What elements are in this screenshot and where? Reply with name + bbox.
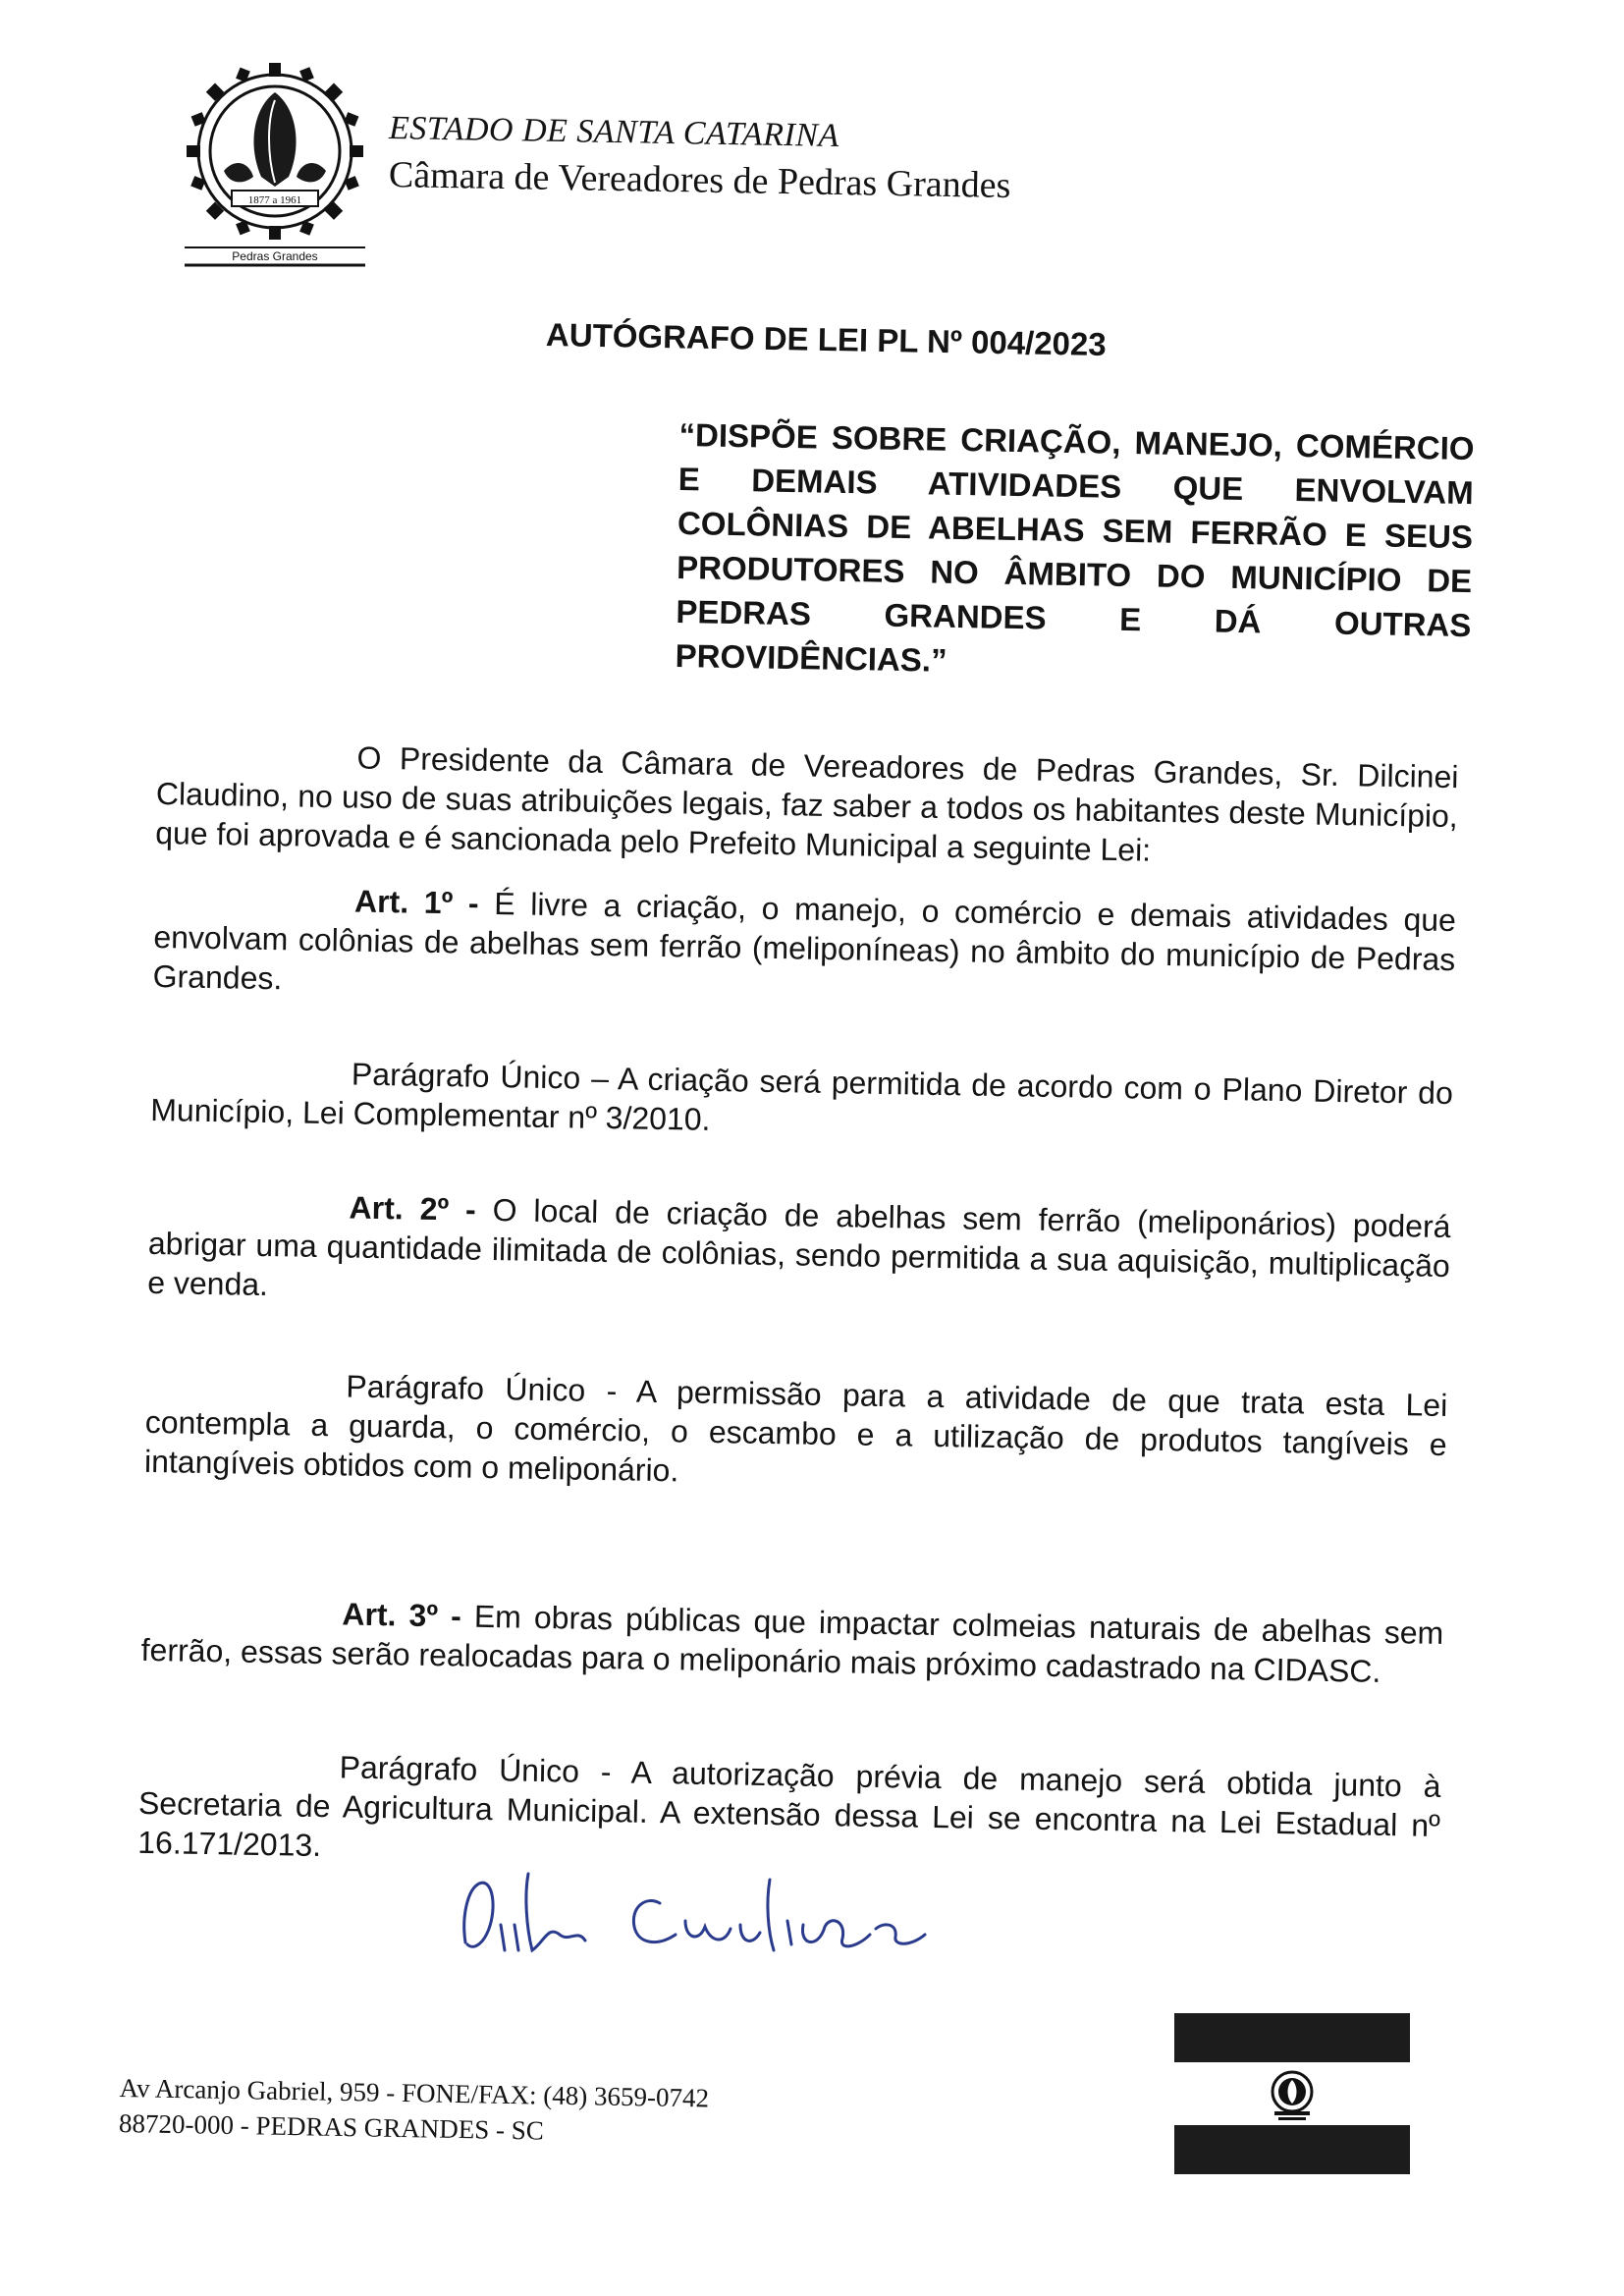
article-1: [152, 878, 1456, 1018]
municipal-seal-emblem: [185, 61, 365, 269]
footer-street-phone: Av Arcanjo Gabriel, 959 - FONE/FAX: (48) 3659-0742: [119, 2072, 710, 2113]
article-1-label: Art. 1º -: [353, 883, 479, 921]
document-title: AUTÓGRAFO DE LEI PL Nº 004/2023: [545, 316, 1108, 362]
article-3-label: Art. 3º -: [342, 1596, 462, 1634]
flag-emblem-icon: [1269, 2068, 1316, 2121]
law-summary: “DISPÕE SOBRE CRIAÇÃO, MANEJO, COMÉRCIO E DEMAIS ATIVIDADES QUE ENVOLVAM COLÔNIAS DE ABELHAS SEM FERRÃO E SEUS PRODUTORES NO ÂMBITO DO MUNICÍPIO DE PEDRAS GRANDES E DÁ OUTRAS PROVIDÊNCIAS.”: [675, 415, 1475, 679]
seal-banner-text: 1877 a 1961: [247, 194, 302, 206]
article-2-text: O local de criação de abelhas sem ferrão (meliponários) poderá abrigar uma quantidade ilimitada de colônias, sendo permitida a sua aquisição, multiplicação e venda.: [146, 1191, 1451, 1303]
article-2-label: Art. 2º -: [349, 1189, 477, 1228]
article-3-sole-paragraph: Parágrafo Único - A autorização prévia de manejo será obtida junto à Secretaria de Agricultura Municipal. A extensão dessa Lei se encontra na Lei Estadual nº 16.171/2013.: [136, 1749, 1441, 1864]
footer-city: 88720-000 - PEDRAS GRANDES - SC: [118, 2107, 545, 2146]
state-name: ESTADO DE SANTA CATARINA: [388, 110, 839, 155]
intro-paragraph: O Presidente da Câmara de Vereadores de Pedras Grandes, Sr. Dilcinei Claudino, no uso de suas atribuições legais, faz saber a todos os habitantes deste Município, que foi aprovada e é sancionada pelo Prefeito Municipal a seguinte Lei:: [154, 739, 1459, 868]
flag-top-band: [1174, 2013, 1410, 2062]
chamber-name: Câmara de Vereadores de Pedras Grandes: [388, 154, 1011, 207]
law-body: [137, 735, 1459, 1885]
letterhead: [388, 110, 1011, 207]
article-3-text: Em obras públicas que impactar colmeias naturais de abelhas sem ferrão, essas serão realocadas para o meliponário mais próximo cadastrado na CIDASC.: [140, 1598, 1444, 1689]
municipal-flag: [1174, 2013, 1410, 2172]
flag-bottom-band: [1174, 2125, 1410, 2174]
article-1-text: É livre a criação, o manejo, o comércio e demais atividades que envolvam colônias de abelhas sem ferrão (meliponíneas) no âmbito do município de Pedras Grandes.: [152, 885, 1457, 997]
article-2-sole-paragraph: Parágrafo Único - A permissão para a atividade de que trata esta Lei contempla a guarda, o comércio, o escambo e a utilização de produtos tangíveis e intangíveis obtidos com o meliponário.: [143, 1368, 1448, 1489]
article-2: [147, 1184, 1451, 1325]
footer-address: [119, 2070, 710, 2151]
article-3: [140, 1591, 1443, 1692]
handwritten-signature: [454, 1856, 964, 1964]
article-1-sole-paragraph: Parágrafo Único – A criação será permitida de acordo com o Plano Diretor do Município, Lei Complementar nº 3/2010.: [150, 1056, 1454, 1137]
seal-caption-text: Pedras Grandes: [232, 249, 318, 263]
